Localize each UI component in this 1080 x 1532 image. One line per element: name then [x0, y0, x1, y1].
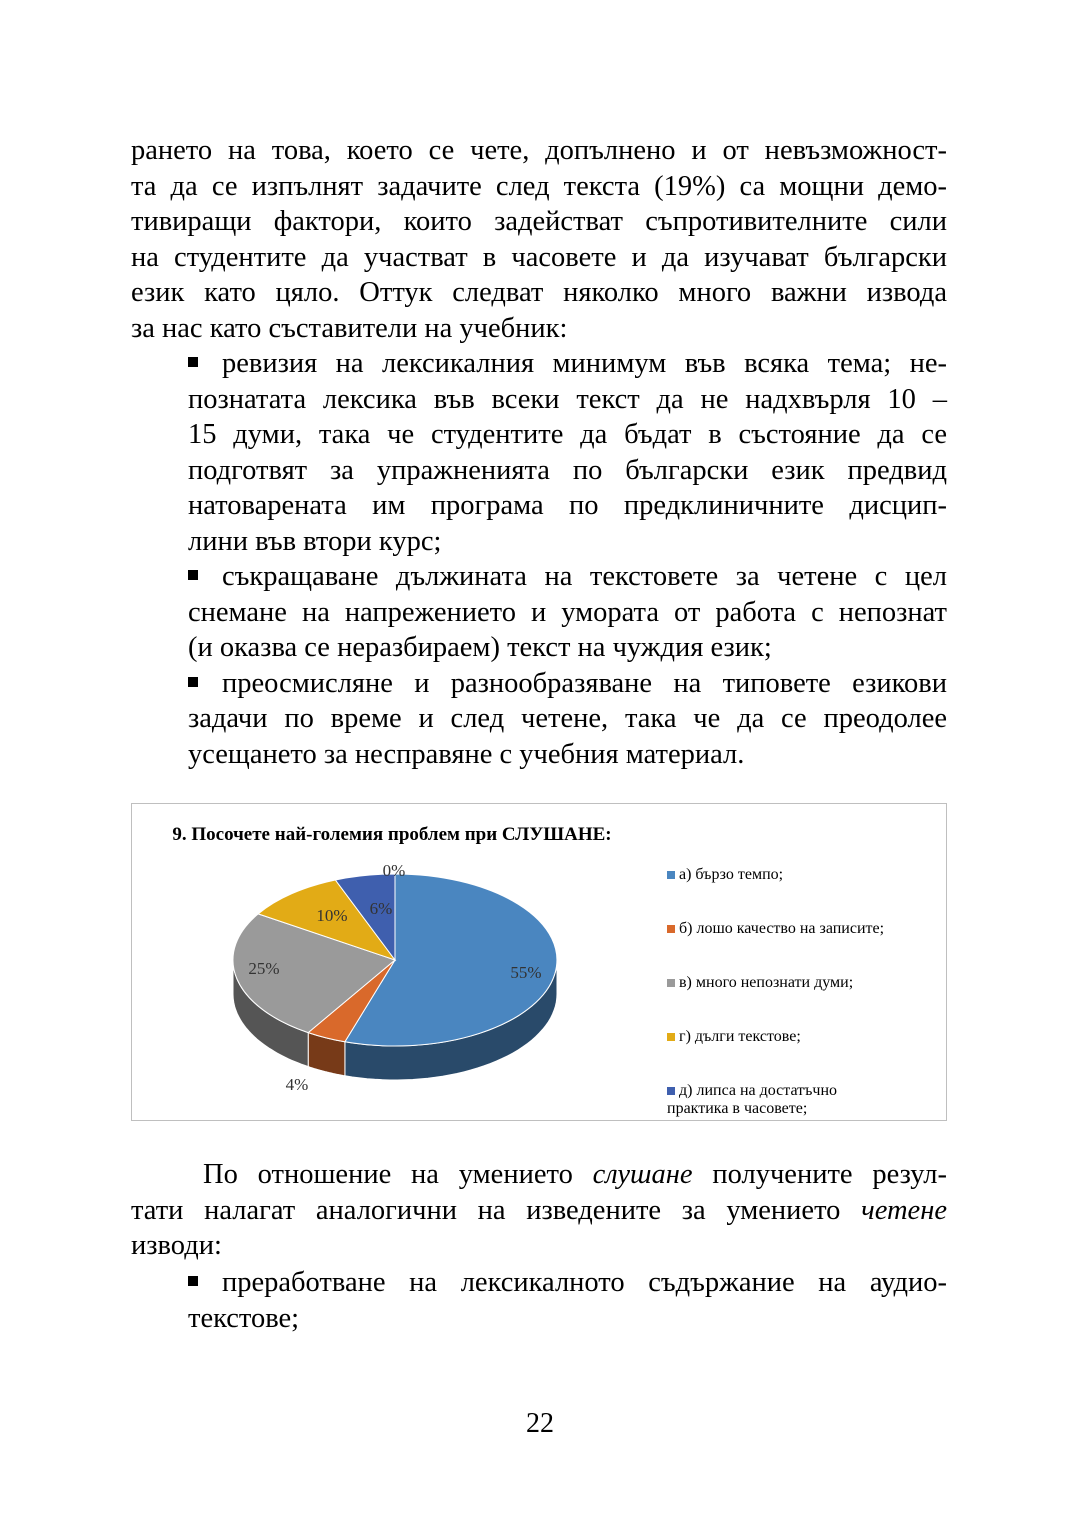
list-item — [188, 559, 947, 666]
text-line: задачи по време и след четене, така че да се преодолее — [188, 703, 947, 734]
legend-item — [667, 974, 947, 992]
bullet-icon — [188, 357, 198, 367]
list-item-first-line — [188, 666, 947, 702]
italic-term: четене — [861, 1194, 947, 1226]
text-line: та да се изпълнят задачите след текста (19%) са мощни демо- — [131, 170, 947, 202]
legend-swatch — [667, 871, 675, 879]
text-line: (и оказва се неразбираем) текст на чуждия език; — [188, 632, 772, 663]
list-item-first-line — [188, 1265, 947, 1301]
text-line: изводи: — [131, 1230, 222, 1261]
text-line: език като цяло. Оттук следват няколко много важни извода — [131, 277, 947, 308]
text-run: тати налагат аналогични на изведените за умението — [131, 1194, 862, 1226]
data-label: 55% — [510, 963, 542, 982]
text-line: натоварената им програма по предклиничните дисцип- — [188, 490, 947, 521]
text-line — [131, 1193, 947, 1229]
text-line: усещането за несправяне с учебния материал. — [188, 738, 745, 770]
text-line: подготвят за упражненията по български език предвид — [188, 454, 947, 486]
text-line: текстове; — [188, 1302, 300, 1334]
data-label: 4% — [285, 1075, 309, 1094]
list-item — [188, 666, 947, 773]
page-number: 22 — [526, 1408, 554, 1439]
legend-swatch — [667, 1087, 675, 1095]
bullet-list-2 — [188, 1265, 947, 1336]
legend-item — [667, 920, 947, 938]
list-item-first-line — [188, 559, 947, 595]
legend-label: а) бързо темпо; — [679, 866, 784, 883]
legend-label: в) много непознати думи; — [679, 974, 854, 991]
list-item-first-line — [188, 346, 947, 382]
text-line: на студентите да участват в часовете и да изучават български — [131, 241, 947, 273]
legend-label: б) лошо качество на записите; — [679, 920, 885, 937]
paragraph-2 — [131, 1157, 947, 1264]
legend-item — [667, 1028, 947, 1046]
text-line: рането на това, което се чете, допълнено и от невъзможност- — [131, 135, 947, 166]
text-line: снемане на напрежението и умората от работа с непознат — [188, 596, 947, 628]
bullet-icon — [188, 677, 198, 687]
text-line — [131, 1157, 947, 1193]
data-label: 25% — [248, 959, 280, 978]
paragraph-1 — [131, 133, 947, 346]
bullet-list-1 — [188, 346, 947, 772]
pie-chart — [131, 803, 947, 1121]
text-line: лини във втори курс; — [188, 525, 442, 557]
text-line: 15 думи, така че студентите да бъдат в състояние да се — [188, 419, 947, 450]
pie-chart-plot — [132, 804, 652, 1120]
legend-swatch — [667, 925, 675, 933]
text-line: познатата лексика във всеки текст да не надхвърля 10 – — [188, 383, 947, 415]
chart-title: 9. Посочете най-големия проблем при СЛУШАНЕ: — [172, 824, 612, 845]
legend-label: г) дълги текстове; — [679, 1028, 801, 1045]
legend-item — [667, 1082, 867, 1118]
legend-swatch — [667, 1033, 675, 1041]
text-line: за нас като съставители на учебник: — [131, 312, 568, 344]
text-line: съкращаване дължината на текстовете за четене с цел — [222, 561, 947, 592]
list-item — [188, 1265, 947, 1336]
list-item — [188, 346, 947, 559]
italic-term: слушане — [592, 1159, 693, 1190]
bullet-icon — [188, 1276, 198, 1286]
text-line: преосмисляне и разнообразяване на типовете езикови — [222, 667, 947, 699]
text-line: тивиращи фактори, които задействат съпротивителните сили — [131, 206, 947, 237]
legend-item — [667, 866, 947, 884]
legend-label: д) липса на достатъчно практика в часовете; — [667, 1082, 838, 1117]
text-line: преработване на лексикалното съдържание на аудио- — [222, 1267, 947, 1298]
legend-swatch — [667, 979, 675, 987]
text-run: получените резул- — [692, 1159, 947, 1190]
text-line: ревизия на лексикалния минимум във всяка тема; не- — [222, 348, 947, 379]
text-run: По отношение на умението — [203, 1159, 593, 1190]
data-label: 10% — [316, 906, 348, 925]
data-label: 0% — [382, 861, 406, 880]
bullet-icon — [188, 570, 198, 580]
data-label: 6% — [369, 899, 393, 918]
